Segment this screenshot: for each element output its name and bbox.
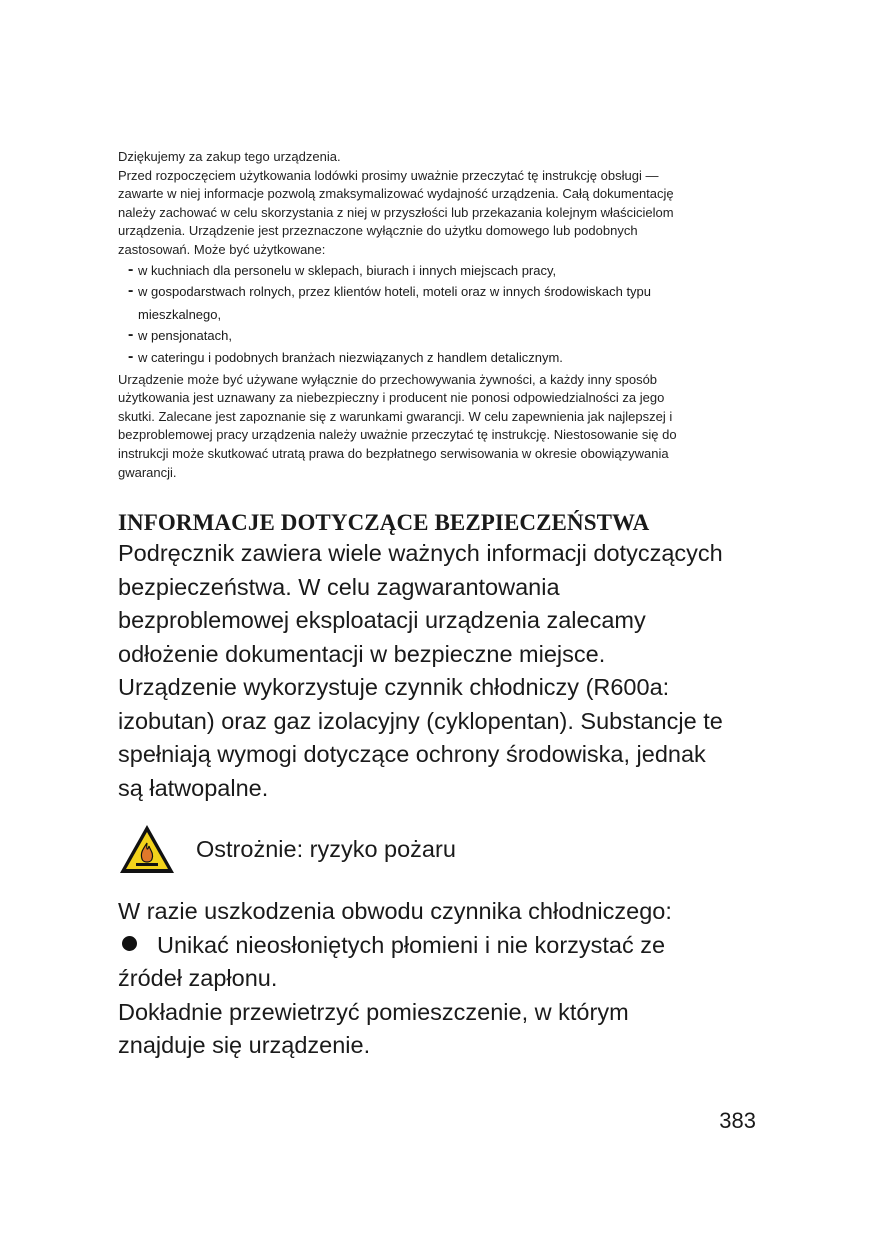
usage-list — [118, 262, 758, 368]
closing-line: skutki. Zalecane jest zapoznanie się z warunkami gwarancji. W celu zapewnienia jak najlepszej i — [118, 408, 673, 424]
ventilate-line: Dokładnie przewietrzyć pomieszczenie, w którym — [118, 998, 629, 1025]
safety-line: izobutan) oraz gaz izolacyjny (cyklopentan). Substancje te — [118, 707, 723, 734]
list-item-text: w gospodarstwach rolnych, przez klientów hoteli, moteli oraz w innych środowiskach typu — [138, 284, 652, 300]
bullet-dot-icon — [122, 936, 137, 951]
safety-paragraph — [118, 537, 758, 805]
safety-line: odłożenie dokumentacji w bezpieczne miejsce. — [118, 640, 606, 667]
list-item — [118, 283, 758, 324]
intro-paragraph — [118, 148, 758, 260]
intro-line: zastosowań. Może być użytkowane: — [118, 241, 326, 257]
list-item — [118, 262, 758, 281]
intro-line: Dziękujemy za zakup tego urządzenia. — [118, 149, 341, 164]
safety-line: bezpieczeństwa. W celu zagwarantowania — [118, 573, 560, 600]
safety-line: bezproblemowej eksploatacji urządzenia zalecamy — [118, 607, 646, 634]
ventilate-line: znajduje się urządzenie. — [118, 1032, 371, 1059]
safety-line: Urządzenie wykorzystuje czynnik chłodniczy (R600a: — [118, 674, 670, 701]
bullet-text: Unikać nieosłoniętych płomieni i nie korzystać ze — [157, 931, 666, 958]
fire-warning — [118, 819, 758, 879]
dash-bullet: - — [128, 260, 134, 278]
page-content — [118, 148, 758, 1063]
closing-line: gwarancji. — [118, 464, 177, 480]
list-item-text-continued: mieszkalnego, — [138, 306, 222, 322]
bullet-item — [118, 929, 758, 963]
closing-line: bezproblemowej pracy urządzenia należy uważnie przeczytać tę instrukcję. Niestosowanie się do — [118, 427, 677, 443]
page-number: 383 — [719, 1108, 756, 1133]
intro-line: należy zachować w celu skorzystania z niej w przyszłości lub przekazania kolejnym właścicielom — [118, 204, 674, 220]
list-item-text: w kuchniach dla personelu w sklepach, biurach i innych miejscach pracy, — [138, 262, 557, 278]
intro-line: Przed rozpoczęciem użytkowania lodówki prosimy uważnie przeczytać tę instrukcję obsługi — — [118, 167, 659, 183]
safety-line: spełniają wymogi dotyczące ochrony środowiska, jednak — [118, 741, 706, 768]
dash-bullet: - — [128, 326, 134, 344]
closing-line: użytkowania jest uznawany za niebezpieczny i producent nie ponosi odpowiedzialności za jego — [118, 390, 665, 406]
safety-line: Podręcznik zawiera wiele ważnych informacji dotyczących — [118, 540, 723, 567]
intro-line: urządzenia. Urządzenie jest przeznaczone wyłącznie do użytku domowego lub podobnych — [118, 223, 638, 239]
warning-text: Ostrożnie: ryzyko pożaru — [196, 835, 456, 862]
flammable-warning-icon — [118, 823, 176, 875]
closing-paragraph — [118, 371, 758, 483]
intro-line: zawarte w niej informacje pozwolą zmaksymalizować wydajność urządzenia. Całą dokumentację — [118, 186, 674, 202]
list-item — [118, 327, 758, 346]
list-item-text: w cateringu i podobnych branżach niezwiązanych z handlem detalicznym. — [138, 349, 563, 365]
closing-line: Urządzenie może być używane wyłącznie do przechowywania żywności, a każdy inny sposób — [118, 371, 658, 387]
safety-heading: INFORMACJE DOTYCZĄCE BEZPIECZEŃSTWA — [118, 510, 650, 536]
bullet-text-continued: źródeł zapłonu. — [118, 965, 278, 992]
damage-intro: W razie uszkodzenia obwodu czynnika chłodniczego: — [118, 898, 672, 925]
closing-line: instrukcji może skutkować utratą prawa do bezpłatnego serwisowania w okresie obowiązywania — [118, 445, 669, 461]
safety-line: są łatwopalne. — [118, 774, 269, 801]
list-item-text: w pensjonatach, — [138, 328, 232, 344]
dash-bullet: - — [128, 347, 134, 365]
list-item — [118, 349, 758, 368]
dash-bullet: - — [128, 282, 134, 300]
